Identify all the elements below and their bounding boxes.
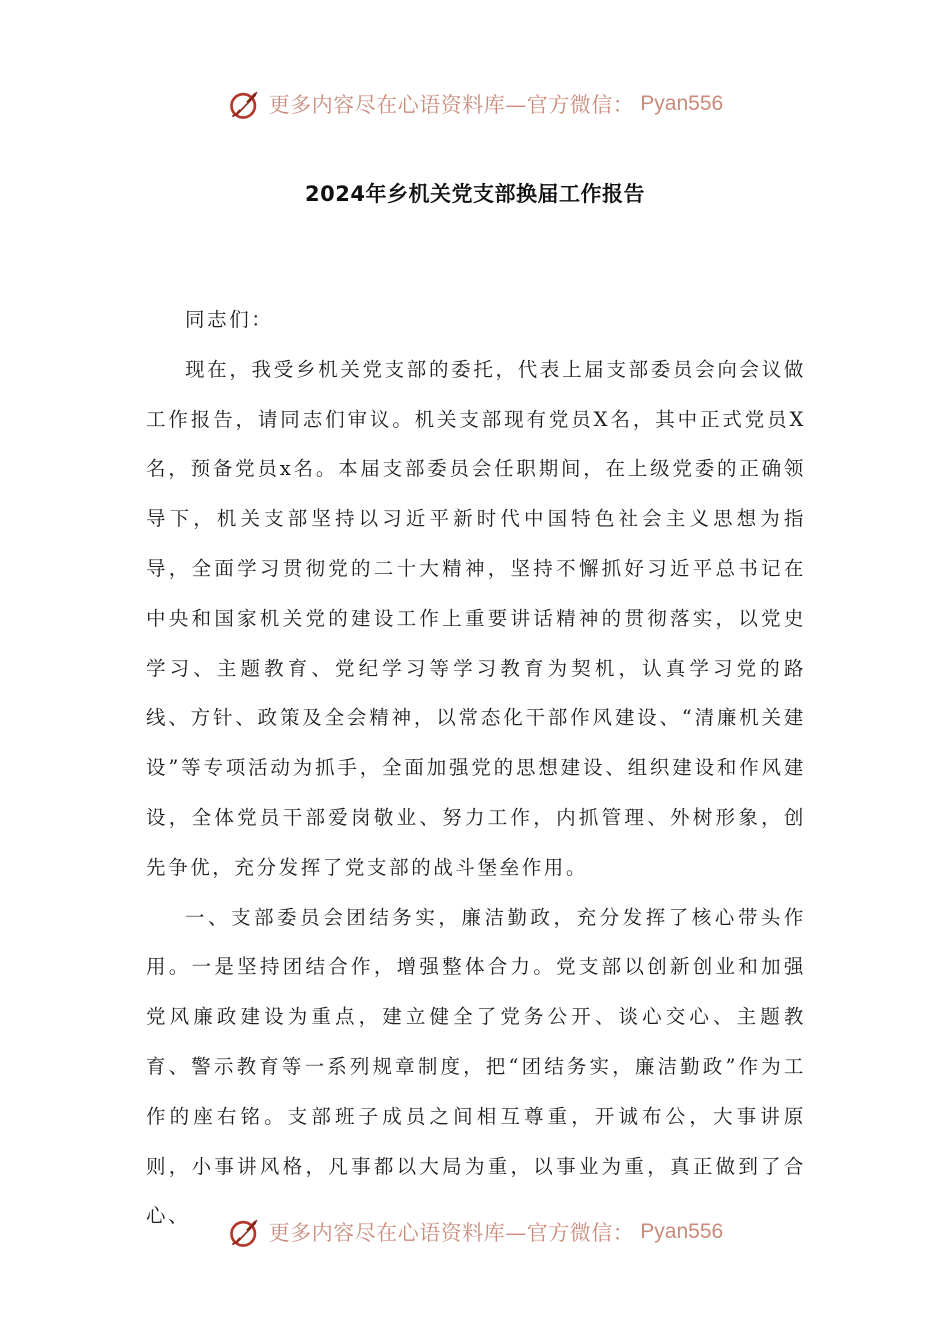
quill-circle-logo-icon [227,86,263,122]
footer-watermark [0,1212,950,1252]
watermark-text: 更多内容尽在心语资料库—官方微信： [268,93,635,117]
watermark-wechat-id: Pyan556 [640,92,724,115]
salutation: 同志们： [185,308,274,331]
header-watermark [0,84,950,124]
document-body [146,295,806,1241]
watermark-wechat-id: Pyan556 [640,1220,724,1243]
quill-circle-logo-icon [227,1214,263,1250]
document-title: 2024年乡机关党支部换届工作报告 [305,182,645,206]
body-paragraph-1: 现在，我受乡机关党支部的委托，代表上届支部委员会向会议做工作报告，请同志们审议。机关支部现有党员X名，其中正式党员X名，预备党员x名。本届支部委员会任职期间，在上级党委的正确领导下，机关支部坚持以习近平新时代中国特色社会主义思想为指导，全面学习贯彻党的二十大精神，坚持不懈抓好习近平总书记在中央和国家机关党的建设工作上重要讲话精神的贯彻落实，以党史学习、主题教育、党纪学习等学习教育为契机，认真学习党的路线、方针、政策及全会精神，以常态化干部作风建设、“清廉机关建设”等专项活动为抓手，全面加强党的思想建设、组织建设和作风建设，全体党员干部爱岗敬业、努力工作，内抓管理、外树形象，创先争优，充分发挥了党支部的战斗堡垒作用。 [146,357,806,879]
body-paragraph-2: 一、支部委员会团结务实，廉洁勤政，充分发挥了核心带头作用。一是坚持团结合作，增强整体合力。党支部以创新创业和加强党风廉政建设为重点，建立健全了党务公开、谈心交心、主题教育、警示教育等一系列规章制度，把“团结务实，廉洁勤政”作为工作的座右铭。支部班子成员之间相互尊重，开诚布公，大事讲原则，小事讲风格，凡事都以大局为重，以事业为重，真正做到了合心、 [146,905,806,1228]
watermark-text: 更多内容尽在心语资料库—官方微信： [268,1221,635,1245]
